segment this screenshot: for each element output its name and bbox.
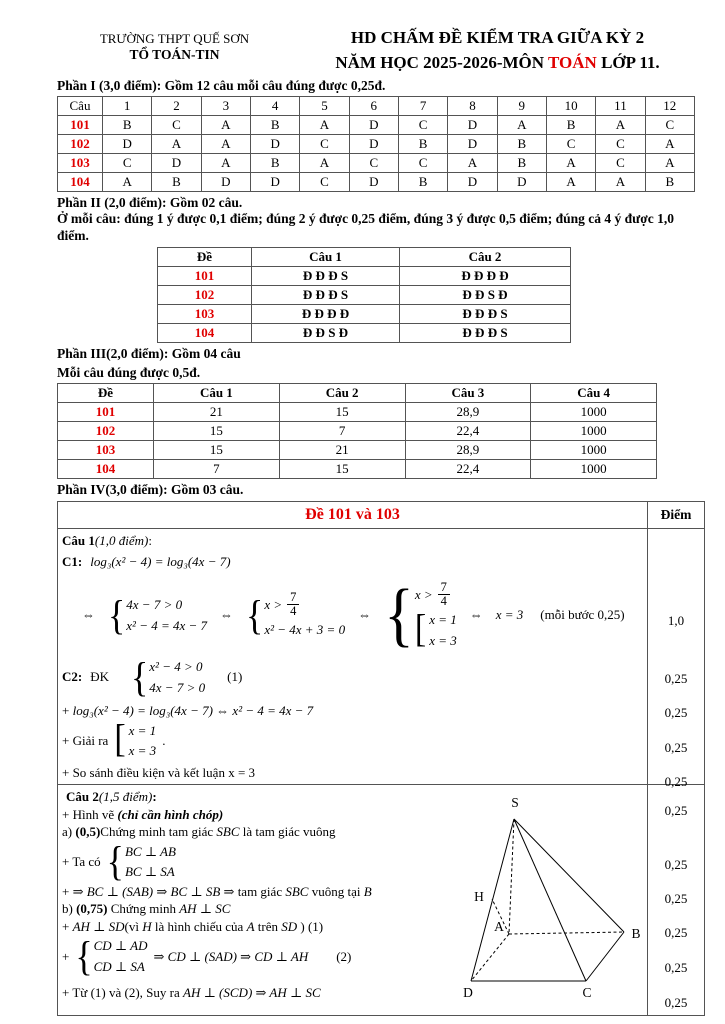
implication-line [62, 883, 454, 901]
left-brace: { [108, 591, 126, 638]
equation: 4x − 7 > 0 [126, 597, 183, 613]
part2-row-104 [158, 324, 571, 343]
col-header: 8 [448, 97, 497, 116]
answer-cell: D [448, 116, 497, 135]
part1-header-row [58, 97, 695, 116]
col-header: 7 [398, 97, 447, 116]
col-header: 9 [497, 97, 546, 116]
numerator: 7 [438, 581, 450, 595]
left-brace: { [131, 653, 149, 700]
fraction-7-4 [287, 591, 299, 618]
item-a-points: (0,5) [75, 824, 101, 840]
col-header: Câu 1 [154, 384, 280, 403]
cau1-title [62, 532, 641, 550]
item-a: a) [62, 824, 76, 840]
vertex-label-B: B [631, 926, 641, 942]
value-cell: 7 [279, 422, 405, 441]
part2-heading: Phần II (2,0 điểm): Gồm 02 câu. [57, 195, 243, 211]
part2-row-101 [158, 267, 571, 286]
value-cell: 7 [154, 460, 280, 479]
c2-step-line [62, 702, 641, 720]
part1-answers-table [57, 96, 695, 192]
left-brace: { [106, 838, 124, 885]
equation: x² − 4 > 0 [149, 659, 203, 675]
score-column-header: Điểm [647, 502, 704, 528]
cau2-label: Câu 2 [66, 789, 99, 805]
document-header [57, 26, 703, 75]
value-cell: 1000 [531, 441, 657, 460]
part2-row-103 [158, 305, 571, 324]
answer-cell: B [398, 173, 447, 192]
system-3 [384, 575, 457, 654]
answer-cell: D [250, 135, 299, 154]
answer-cell: D [152, 154, 201, 173]
step-note: (mỗi bước 0,25) [540, 607, 625, 623]
col-header: 2 [152, 97, 201, 116]
edge-SC [514, 819, 586, 981]
col-header: 12 [645, 97, 694, 116]
equation: AH ⊥ (SCD) ⇒ AH ⊥ SC [183, 984, 321, 1000]
point-name: A [246, 918, 255, 934]
drawing-line [62, 806, 454, 824]
answer-cell: A [546, 154, 595, 173]
part3-table [57, 383, 657, 479]
answer-cell: C [300, 135, 349, 154]
value-cell: 1000 [531, 460, 657, 479]
value-cell: 28,9 [405, 441, 531, 460]
fraction-7-4 [438, 581, 450, 608]
statement: tam giác [234, 883, 286, 899]
de-label: 104 [58, 173, 103, 192]
de-label: 103 [58, 154, 103, 173]
cau1-label: Câu 1 [62, 533, 95, 549]
col-header: 1 [103, 97, 152, 116]
value-cell: 15 [154, 441, 280, 460]
equation: ⇒ CD ⊥ (SAD) ⇒ CD ⊥ AH [153, 948, 309, 964]
edge-SB [514, 819, 624, 932]
equiv-arrow: ⇔ [82, 607, 95, 623]
answer-cell: D [349, 116, 398, 135]
left-brace: { [246, 591, 264, 638]
statement: (vì [124, 918, 143, 934]
score-value: 0,25 [664, 857, 688, 873]
solve-label: + Giải ra [62, 733, 109, 749]
answer-cell: Đ Đ Đ S [252, 267, 400, 286]
score-value: 0,25 [664, 740, 688, 756]
statement: vuông tại [308, 883, 364, 899]
part1-heading: Phần I (3,0 điểm): Gồm 12 câu mỗi câu đúng được 0,25đ. [57, 78, 386, 94]
answer-cell: A [201, 154, 250, 173]
equation: x > [264, 597, 283, 613]
score-value: 0,25 [664, 705, 688, 721]
school-name: TRƯỜNG THPT QUẾ SƠN [99, 31, 250, 46]
answer-cell: A [546, 173, 595, 192]
answer-cell: A [152, 135, 201, 154]
equation: AH ⊥ SC [179, 901, 231, 917]
item-b: b) [62, 901, 77, 917]
part3-row-102 [58, 422, 657, 441]
part4-solution-table [57, 501, 705, 1016]
answer-cell: A [645, 154, 694, 173]
answer-cell: Đ Đ Đ S [252, 286, 400, 305]
case: x = 3 [128, 743, 157, 759]
score-value: 0,25 [664, 803, 688, 819]
plus-prefix: + [62, 883, 73, 899]
title-line-2-pre: NĂM HỌC 2025-2026-MÔN [335, 52, 548, 72]
value-cell: 28,9 [405, 403, 531, 422]
title-line-1: HD CHẤM ĐỀ KIỂM TRA GIỮA KỲ 2 [350, 28, 645, 47]
answer-cell: B [103, 116, 152, 135]
equation: AH ⊥ SD [72, 918, 125, 934]
vertex-label-S: S [511, 795, 519, 811]
answer-cell: D [448, 173, 497, 192]
value-cell: 1000 [531, 403, 657, 422]
statement: là tam giác vuông [239, 824, 336, 840]
equation: CD ⊥ AD [93, 938, 148, 954]
answer-cell: A [596, 116, 645, 135]
numerator: 7 [287, 591, 299, 605]
de-label: 101 [58, 116, 103, 135]
equation: x > [414, 586, 433, 602]
answer-cell: B [645, 173, 694, 192]
answer-row-102 [58, 135, 695, 154]
c1-formula: log₃(x² − 4) = log₃(4x − 7) [90, 553, 231, 569]
answer-cell: Đ Đ Đ Đ [252, 305, 400, 324]
answer-cell: D [448, 135, 497, 154]
answer-cell: B [497, 135, 546, 154]
projection-line [62, 918, 454, 936]
answer-cell: C [596, 154, 645, 173]
value-cell: 21 [279, 441, 405, 460]
perp-system [106, 838, 176, 885]
answer-cell: D [250, 173, 299, 192]
part3-header-row [58, 384, 657, 403]
part3-heading: Phần III(2,0 điểm): Gồm 04 câu [57, 346, 241, 362]
vertex-label-H: H [474, 889, 484, 905]
answer-cell: C [398, 116, 447, 135]
answer-cell: D [349, 135, 398, 154]
value-cell: 15 [279, 460, 405, 479]
score-value: 0,25 [664, 671, 688, 687]
part3-note: Mỗi câu đúng được 0,5đ. [57, 365, 201, 381]
c1-label: C1: [62, 553, 83, 569]
part2-table [157, 247, 571, 343]
part3-row-104 [58, 460, 657, 479]
pyramid-figure [446, 789, 651, 1009]
answer-cell: D [201, 173, 250, 192]
answer-cell: A [645, 135, 694, 154]
answer-cell: B [497, 154, 546, 173]
system-2 [246, 591, 345, 639]
answer-cell: B [152, 173, 201, 192]
plus-prefix: + [62, 948, 70, 964]
answer-cell: C [645, 116, 694, 135]
answer-cell: D [497, 173, 546, 192]
left-brace: { [384, 575, 414, 654]
c2-label: C2: [62, 669, 83, 685]
col-header: 5 [300, 97, 349, 116]
title-line-2 [292, 51, 703, 76]
cau1-content [58, 529, 647, 784]
statement: + Từ (1) và (2), Suy ra [62, 984, 183, 1000]
cau1-points: (1,0 điểm) [94, 533, 149, 549]
edge-CB [586, 932, 624, 981]
condition-system [131, 653, 206, 700]
answer-cell: A [201, 135, 250, 154]
equation: x² − 4x + 3 = 0 [264, 622, 346, 638]
document-title [292, 26, 703, 75]
col-header: Đề [158, 248, 252, 267]
c2-solve-line [62, 718, 641, 761]
part4-header-row [58, 502, 704, 528]
de-label: 102 [58, 135, 103, 154]
de-label: 103 [58, 441, 154, 460]
answer-row-104 [58, 173, 695, 192]
department-name: TỔ TOÁN-TIN [129, 47, 220, 62]
triangle-name: SBC [285, 883, 309, 899]
ta-co-label: + Ta có [62, 853, 101, 869]
equation: ⇒ BC ⊥ (SAB) ⇒ BC ⊥ SB ⇒ [72, 883, 235, 899]
cd-system-line [62, 933, 454, 980]
de-label: 102 [158, 286, 252, 305]
c1-line [62, 553, 641, 571]
denominator: 4 [440, 594, 447, 609]
score-value: 0,25 [664, 891, 688, 907]
segment-name: SD [281, 918, 298, 934]
score-value: 0,25 [664, 960, 688, 976]
equation: log₃(x² − 4) = log₃(4x − 7) ⇔ x² − 4 = 4x − 7 [72, 703, 314, 719]
cau2-content [58, 785, 647, 1015]
answer-cell: B [250, 116, 299, 135]
equiv-arrow: ⇔ [220, 607, 234, 623]
cau2-points: (1,5 điểm) [98, 789, 153, 805]
system-1 [108, 591, 208, 638]
left-brace: { [75, 933, 93, 980]
equation: BC ⊥ SA [124, 864, 175, 880]
part3-row-103 [58, 441, 657, 460]
cau1-scores [647, 529, 704, 790]
case: x = 1 [429, 612, 457, 628]
part-b-line [62, 900, 454, 918]
de-label: 102 [58, 422, 154, 441]
tag-2: (2) [336, 948, 352, 964]
answer-cell: C [349, 154, 398, 173]
drawing-label: + Hình vẽ [62, 806, 118, 822]
answer-row-103 [58, 154, 695, 173]
col-header: Câu 2 [279, 384, 405, 403]
statement: Chứng minh tam giác [100, 824, 217, 840]
triangle-name: SBC [216, 824, 240, 840]
value-cell: 21 [154, 403, 280, 422]
answer-cell: A [103, 173, 152, 192]
title-subject: TOÁN [548, 52, 597, 72]
answer-cell: Đ Đ Đ S [400, 305, 571, 324]
part2-row-102 [158, 286, 571, 305]
value-cell: 22,4 [405, 460, 531, 479]
answer-cell: Đ Đ S Đ [252, 324, 400, 343]
answer-cell: C [596, 135, 645, 154]
left-bracket: [ [414, 607, 427, 651]
col-header: 3 [201, 97, 250, 116]
answer-cell: A [596, 173, 645, 192]
cau2-title [62, 788, 454, 806]
cau2-row [58, 784, 704, 1015]
equiv-arrow: ⇔ [469, 607, 483, 623]
answer-cell: A [300, 116, 349, 135]
value-cell: 15 [154, 422, 280, 441]
part4-exam-title: Đề 101 và 103 [305, 506, 400, 524]
answer-cell: A [448, 154, 497, 173]
point-name: H [142, 918, 152, 934]
c2-condition-line [62, 653, 641, 700]
statement: là hình chiếu của [151, 918, 247, 934]
de-label: 104 [158, 324, 252, 343]
statement: trên [254, 918, 282, 934]
cau2-colon: : [152, 789, 157, 805]
result: x = 3 [495, 607, 524, 623]
plus-prefix: + [62, 703, 73, 719]
c2-conclusion-line: + So sánh điều kiện và kết luận x = 3 [62, 764, 256, 780]
equiv-arrow: ⇔ [358, 607, 372, 623]
dk-label: ĐK [90, 669, 109, 685]
title-line-2-post: LỚP 11. [596, 52, 660, 72]
de-label: 104 [58, 460, 154, 479]
cau2-scores [647, 785, 704, 1015]
de-label: 101 [58, 403, 154, 422]
answer-cell: D [349, 173, 398, 192]
cases-bracket [114, 718, 157, 761]
vertex-name: B [363, 883, 372, 899]
left-bracket: [ [114, 718, 126, 761]
statement: Chứng minh [107, 901, 180, 917]
col-header: Câu 3 [405, 384, 531, 403]
value-cell: 15 [279, 403, 405, 422]
value-cell: 1000 [531, 422, 657, 441]
part2-header-row [158, 248, 571, 267]
drawing-note: (chỉ cần hình chóp) [117, 806, 224, 822]
value-cell: 22,4 [405, 422, 531, 441]
answer-cell: B [546, 116, 595, 135]
col-header: Đề [58, 384, 154, 403]
answer-cell: A [497, 116, 546, 135]
case: x = 3 [429, 632, 457, 648]
answer-cell: Đ Đ Đ S [400, 324, 571, 343]
item-b-points: (0,75) [76, 901, 108, 917]
col-header: Câu 4 [531, 384, 657, 403]
case: x = 1 [128, 722, 157, 738]
answer-cell: C [300, 173, 349, 192]
edge-AD-dashed [471, 934, 509, 981]
equation: x² − 4 = 4x − 7 [126, 617, 208, 633]
de-label: 101 [158, 267, 252, 286]
cau1-colon: : [148, 533, 152, 549]
edge-AB-dashed [509, 932, 624, 934]
col-header: 10 [546, 97, 595, 116]
score-value: 0,25 [664, 774, 688, 790]
vertex-label-D: D [463, 985, 473, 1001]
equation: 4x − 7 > 0 [149, 679, 206, 695]
answer-cell: A [300, 154, 349, 173]
equation: BC ⊥ AB [124, 843, 176, 859]
tag-1: (1) [227, 669, 243, 685]
answer-cell: B [398, 135, 447, 154]
school-block [57, 26, 292, 75]
col-header: 4 [250, 97, 299, 116]
perp-system [75, 933, 148, 980]
ta-co-line [62, 838, 454, 885]
denominator: 4 [290, 604, 297, 619]
answer-cell: C [546, 135, 595, 154]
answer-cell: C [103, 154, 152, 173]
conclusion-line [62, 984, 454, 1002]
part3-row-101 [58, 403, 657, 422]
col-header: Câu 2 [400, 248, 571, 267]
c1-solution-steps [62, 575, 641, 654]
col-header: Câu 1 [252, 248, 400, 267]
answer-cell: A [201, 116, 250, 135]
answer-cell: B [250, 154, 299, 173]
col-header: 11 [596, 97, 645, 116]
answer-cell: Đ Đ S Đ [400, 286, 571, 305]
cases-bracket [414, 607, 457, 651]
score-value: 0,25 [664, 995, 688, 1011]
cau2-text-block [62, 788, 454, 1001]
answer-cell: Đ Đ Đ Đ [400, 267, 571, 286]
answer-cell: D [103, 135, 152, 154]
vertex-label-A: A [494, 919, 504, 935]
col-header: 6 [349, 97, 398, 116]
equation: CD ⊥ SA [93, 958, 145, 974]
part4-heading: Phần IV(3,0 điểm): Gồm 03 câu. [57, 482, 244, 498]
score-value: 1,0 [667, 613, 685, 629]
part2-note: Ở mỗi câu: đúng 1 ý được 0,1 điểm; đúng 2 ý được 0,25 điểm, đúng 3 ý được 0,5 điểm; đúng cả 4 ý được 1,0 điểm. [57, 211, 674, 244]
tag-1: ) (1) [297, 918, 324, 934]
answer-cell: C [152, 116, 201, 135]
plus-prefix: + [62, 918, 73, 934]
period: . [162, 733, 166, 749]
vertex-label-C: C [582, 985, 592, 1001]
answer-row-101 [58, 116, 695, 135]
cau1-row [58, 528, 704, 790]
part1-corner-header: Câu [58, 97, 103, 116]
de-label: 103 [158, 305, 252, 324]
answer-cell: C [398, 154, 447, 173]
score-value: 0,25 [664, 925, 688, 941]
